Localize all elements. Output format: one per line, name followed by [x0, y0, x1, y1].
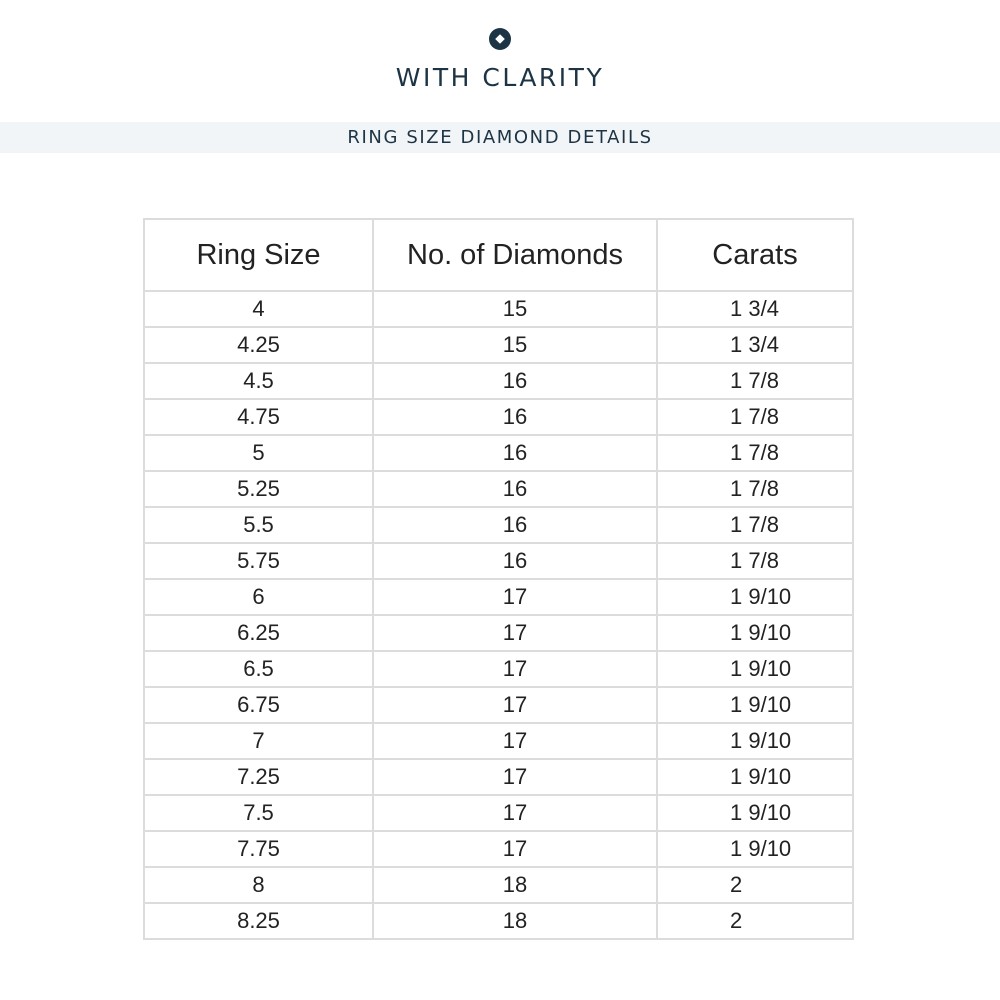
carat-cell: 1 7/8	[657, 471, 853, 507]
ring-size-cell: 4.25	[144, 327, 373, 363]
ring-size-cell: 7.5	[144, 795, 373, 831]
diamond-count-cell: 17	[373, 759, 657, 795]
ring-size-cell: 5.75	[144, 543, 373, 579]
diamond-count-cell: 16	[373, 399, 657, 435]
carat-cell: 1 3/4	[657, 327, 853, 363]
table-row	[144, 471, 853, 507]
ring-size-cell: 8.25	[144, 903, 373, 939]
table-row	[144, 687, 853, 723]
diamond-count-cell: 17	[373, 795, 657, 831]
table-row	[144, 327, 853, 363]
column-header-ring-size: Ring Size	[144, 219, 373, 291]
diamond-count-cell: 17	[373, 723, 657, 759]
ring-size-cell: 6	[144, 579, 373, 615]
table-row	[144, 831, 853, 867]
carat-cell: 1 7/8	[657, 543, 853, 579]
ring-size-cell: 7.75	[144, 831, 373, 867]
ring-size-cell: 6.25	[144, 615, 373, 651]
diamond-count-cell: 17	[373, 579, 657, 615]
diamond-count-cell: 16	[373, 435, 657, 471]
table-row	[144, 399, 853, 435]
table-row	[144, 867, 853, 903]
ring-size-cell: 7	[144, 723, 373, 759]
diamond-count-cell: 16	[373, 471, 657, 507]
brand-name: WITH CLARITY	[395, 63, 605, 92]
diamond-count-cell: 16	[373, 507, 657, 543]
diamond-count-cell: 17	[373, 615, 657, 651]
ring-size-cell: 4	[144, 291, 373, 327]
title-banner	[0, 122, 1000, 153]
column-header-diamond-count: No. of Diamonds	[373, 219, 657, 291]
ring-size-cell: 6.75	[144, 687, 373, 723]
diamond-count-cell: 16	[373, 543, 657, 579]
diamond-count-cell: 17	[373, 687, 657, 723]
column-header-carats: Carats	[657, 219, 853, 291]
carat-cell: 1 7/8	[657, 435, 853, 471]
carat-cell: 1 7/8	[657, 507, 853, 543]
table-row	[144, 543, 853, 579]
ring-size-cell: 4.5	[144, 363, 373, 399]
diamond-count-cell: 17	[373, 831, 657, 867]
carat-cell: 1 9/10	[657, 579, 853, 615]
table-row	[144, 363, 853, 399]
diamond-count-cell: 16	[373, 363, 657, 399]
carat-cell: 1 7/8	[657, 399, 853, 435]
diamond-count-cell: 17	[373, 651, 657, 687]
ring-size-cell: 4.75	[144, 399, 373, 435]
carat-cell: 2	[657, 903, 853, 939]
table-row	[144, 795, 853, 831]
table-row	[144, 903, 853, 939]
carat-cell: 1 9/10	[657, 615, 853, 651]
diamond-count-cell: 18	[373, 867, 657, 903]
ring-size-cell: 5.5	[144, 507, 373, 543]
ring-size-cell: 7.25	[144, 759, 373, 795]
carat-cell: 1 9/10	[657, 723, 853, 759]
table-header-row	[144, 219, 853, 291]
carat-cell: 1 9/10	[657, 831, 853, 867]
table-row	[144, 759, 853, 795]
table-row	[144, 435, 853, 471]
ring-size-cell: 6.5	[144, 651, 373, 687]
table-row	[144, 507, 853, 543]
diamond-count-cell: 15	[373, 327, 657, 363]
carat-cell: 1 9/10	[657, 651, 853, 687]
carat-cell: 2	[657, 867, 853, 903]
ring-size-cell: 5.25	[144, 471, 373, 507]
diamond-count-cell: 18	[373, 903, 657, 939]
diamond-circle-icon	[489, 28, 511, 50]
table-row	[144, 651, 853, 687]
diamond-count-cell: 15	[373, 291, 657, 327]
ring-size-cell: 5	[144, 435, 373, 471]
table-row	[144, 723, 853, 759]
carat-cell: 1 9/10	[657, 795, 853, 831]
ring-size-cell: 8	[144, 867, 373, 903]
ring-size-table	[143, 218, 854, 940]
carat-cell: 1 9/10	[657, 759, 853, 795]
table-row	[144, 291, 853, 327]
table-row	[144, 615, 853, 651]
carat-cell: 1 3/4	[657, 291, 853, 327]
page-title: RING SIZE DIAMOND DETAILS	[347, 127, 653, 148]
carat-cell: 1 7/8	[657, 363, 853, 399]
table-row	[144, 579, 853, 615]
carat-cell: 1 9/10	[657, 687, 853, 723]
